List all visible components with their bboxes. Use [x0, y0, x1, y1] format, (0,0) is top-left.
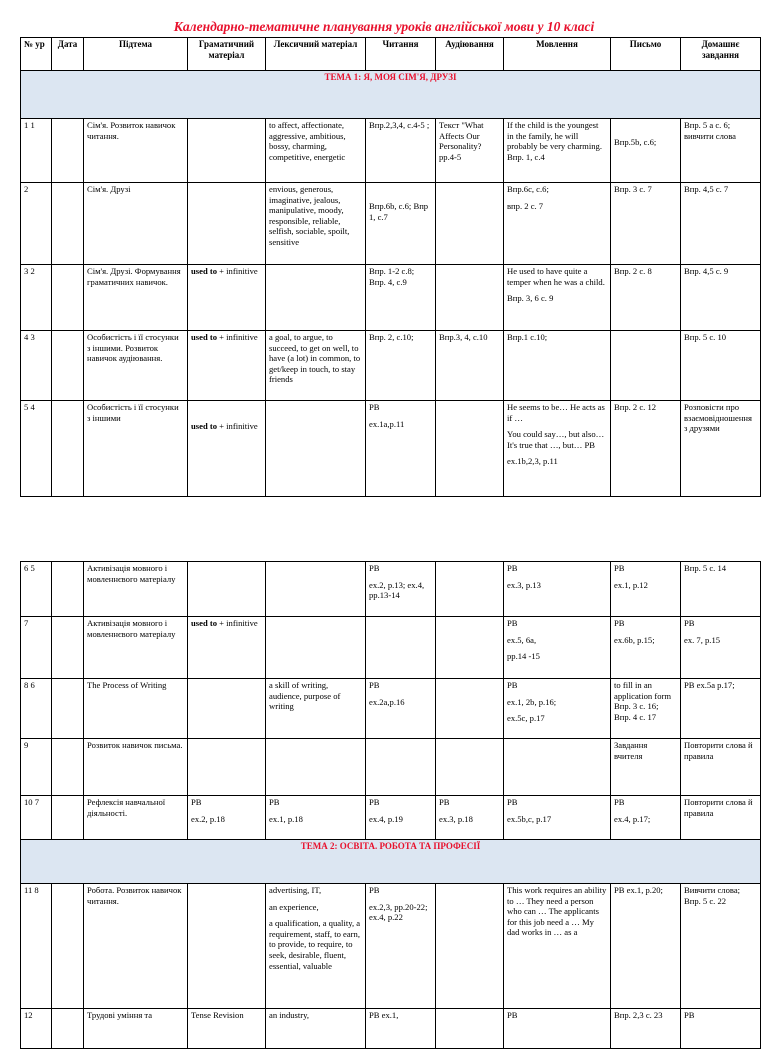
row-lexis: an industry, — [266, 1009, 366, 1049]
speaking-text: ex.5c, p.17 — [507, 713, 545, 724]
row-listening — [436, 183, 504, 265]
row-homework: Впр. 5 с. 14 — [681, 562, 761, 617]
row-grammar: Tense Revision — [188, 1009, 266, 1049]
row-reading: Впр. 1-2 с.8; Впр. 4, с.9 — [366, 265, 436, 331]
row-num: 2 — [21, 183, 52, 265]
row-num: 4 3 — [21, 331, 52, 401]
row-date — [52, 331, 84, 401]
plan-table-part-1 — [20, 37, 761, 497]
row-speaking: PB — [504, 1009, 611, 1049]
writing-text: PB — [614, 618, 625, 628]
listening-text: PB — [439, 797, 450, 807]
row-lexis: to affect, affectionate, aggressive, ambitious, bossy, charming, competitive, energetic — [266, 119, 366, 183]
row-lexis — [266, 739, 366, 796]
grammar-text: + infinitive — [217, 421, 258, 431]
row-subtopic: Особистість і її стосунки з іншими. Розвиток навичок аудіювання. — [84, 331, 188, 401]
table-row — [21, 331, 761, 401]
row-subtopic: Активізація мовного і мовленнєвого матеріалу — [84, 617, 188, 679]
row-grammar — [188, 265, 266, 331]
row-reading — [366, 617, 436, 679]
row-num: 3 2 — [21, 265, 52, 331]
table-row — [21, 884, 761, 1009]
row-lexis — [266, 796, 366, 840]
homework-text: PB — [684, 618, 695, 628]
row-num: 8 6 — [21, 679, 52, 739]
header-speaking: Мовлення — [504, 38, 611, 71]
lexis-text: a qualification, a quality, a requirement, staff, to earn, to provide, to require, to seek, desirable, fluent, essential, valuable — [269, 918, 361, 971]
grammar-text: + infinitive — [217, 266, 258, 276]
row-date — [52, 884, 84, 1009]
lexis-text: ex.1, p.18 — [269, 813, 303, 824]
table-row — [21, 1009, 761, 1049]
table-row — [21, 183, 761, 265]
row-date — [52, 1009, 84, 1049]
row-lexis — [266, 884, 366, 1009]
row-grammar — [188, 562, 266, 617]
header-listening: Аудіювання — [436, 38, 504, 71]
row-lexis: a goal, to argue, to succeed, to get on well, to have (a lot) in common, to get/keep in touch, to stay friends — [266, 331, 366, 401]
row-grammar — [188, 617, 266, 679]
row-date — [52, 119, 84, 183]
header-lexis: Лексичний матеріал — [266, 38, 366, 71]
speaking-text: ex.1, 2b, p.16; — [507, 696, 557, 707]
row-listening — [436, 401, 504, 497]
row-writing — [611, 331, 681, 401]
table-row — [21, 679, 761, 739]
grammar-text: + infinitive — [217, 618, 258, 628]
speaking-text: впр. 2 с. 7 — [507, 200, 544, 211]
row-listening — [436, 562, 504, 617]
reading-text: ex.2, p.13; ex.4, pp.13-14 — [369, 579, 425, 601]
speaking-text: pp.14 -15 — [507, 651, 540, 662]
row-lexis: a skill of writing, audience, purpose of writing — [266, 679, 366, 739]
header-writing: Письмо — [611, 38, 681, 71]
writing-text: ex.1, p.12 — [614, 579, 648, 590]
row-num: 11 8 — [21, 884, 52, 1009]
header-homework: Домашнє завдання — [681, 38, 761, 71]
row-grammar — [188, 331, 266, 401]
row-num: 5 4 — [21, 401, 52, 497]
writing-text: Впр.5b, с.6; — [614, 137, 657, 147]
row-writing: PB ex.1, p.20; — [611, 884, 681, 1009]
row-grammar — [188, 796, 266, 840]
header-subtopic: Підтема — [84, 38, 188, 71]
row-num: 10 7 — [21, 796, 52, 840]
reading-text: ex.4, p.19 — [369, 813, 403, 824]
topic-row-1 — [21, 71, 761, 119]
row-subtopic: Сім'я. Розвиток навичок читання. — [84, 119, 188, 183]
topic-2-title: ТЕМА 2: ОСВІТА. РОБОТА ТА ПРОФЕСІЇ — [21, 840, 761, 884]
grammar-text: + infinitive — [217, 332, 258, 342]
table-row — [21, 617, 761, 679]
reading-text: PB — [369, 885, 380, 895]
row-subtopic: Розвиток навичок письма. — [84, 739, 188, 796]
row-reading: PB ex.1, — [366, 1009, 436, 1049]
row-date — [52, 265, 84, 331]
row-subtopic: Рефлексія навчальної діяльності. — [84, 796, 188, 840]
reading-text: ex.2a,p.16 — [369, 696, 405, 707]
table-row — [21, 562, 761, 617]
speaking-text: ex.5, 6a, — [507, 634, 537, 645]
row-reading: Впр.2,3,4, с.4-5 ; — [366, 119, 436, 183]
row-num: 7 — [21, 617, 52, 679]
listening-text: ex.3, p.18 — [439, 813, 473, 824]
row-reading: Впр. 2, с.10; — [366, 331, 436, 401]
writing-text: ex.6b, p.15; — [614, 634, 655, 645]
row-homework: Впр. 4,5 с. 7 — [681, 183, 761, 265]
row-date — [52, 617, 84, 679]
writing-text: ex.4, p.17; — [614, 813, 651, 824]
row-date — [52, 401, 84, 497]
row-writing — [611, 796, 681, 840]
reading-text: ex.2,3, pp.20-22; ex.4, p.22 — [369, 901, 428, 923]
row-homework: Впр. 5 с. 10 — [681, 331, 761, 401]
row-speaking — [504, 679, 611, 739]
grammar-bold: used to — [191, 332, 218, 342]
row-lexis — [266, 401, 366, 497]
reading-text: PB — [369, 563, 380, 573]
speaking-text: PB — [507, 563, 518, 573]
row-listening — [436, 884, 504, 1009]
row-reading — [366, 796, 436, 840]
row-lexis — [266, 562, 366, 617]
table-row — [21, 401, 761, 497]
row-reading — [366, 183, 436, 265]
row-num: 1 1 — [21, 119, 52, 183]
speaking-text: Впр. 3, 6 с. 9 — [507, 293, 554, 304]
row-date — [52, 183, 84, 265]
row-homework: Повторити слова й правила — [681, 796, 761, 840]
row-subtopic: Активізація мовного і мовленнєвого матеріалу — [84, 562, 188, 617]
row-listening — [436, 679, 504, 739]
row-num: 6 5 — [21, 562, 52, 617]
row-listening — [436, 265, 504, 331]
row-num: 12 — [21, 1009, 52, 1049]
row-homework: Вивчити слова; Впр. 5 с. 22 — [681, 884, 761, 1009]
row-reading — [366, 739, 436, 796]
grammar-bold: used to — [191, 618, 218, 628]
header-row — [21, 38, 761, 71]
row-subtopic: Трудові уміння та — [84, 1009, 188, 1049]
row-speaking — [504, 739, 611, 796]
row-listening: Текст "What Affects Our Personality? pp.4-5 — [436, 119, 504, 183]
grammar-bold: used to — [191, 266, 218, 276]
topic-1-title: ТЕМА 1: Я, МОЯ СІМ'Я, ДРУЗІ — [21, 71, 761, 119]
lexis-text: PB — [269, 797, 280, 807]
reading-text: Впр.6b, с.6; Впр 1, с.7 — [369, 201, 429, 222]
row-speaking: If the child is the youngest in the family, he will probably be very charming. Впр. 1, с.4 — [504, 119, 611, 183]
row-writing — [611, 562, 681, 617]
writing-text: PB — [614, 563, 625, 573]
row-writing: Завдання вчителя — [611, 739, 681, 796]
row-date — [52, 796, 84, 840]
row-writing: Впр. 3 с. 7 — [611, 183, 681, 265]
row-speaking: Впр.1 с.10; — [504, 331, 611, 401]
document-title: Календарно-тематичне планування уроків англійської мови у 10 класі — [173, 19, 595, 34]
table-row — [21, 119, 761, 183]
row-homework: PB ex.5a p.17; — [681, 679, 761, 739]
row-reading — [366, 562, 436, 617]
row-listening — [436, 796, 504, 840]
topic-row-2 — [21, 840, 761, 884]
row-speaking — [504, 796, 611, 840]
row-date — [52, 562, 84, 617]
speaking-text: PB — [507, 797, 518, 807]
speaking-text: ex.5b,c, p.17 — [507, 813, 552, 824]
table-row — [21, 739, 761, 796]
row-speaking — [504, 617, 611, 679]
row-subtopic: Особистість і її стосунки з іншими — [84, 401, 188, 497]
row-homework: Повторити слова й правила — [681, 739, 761, 796]
reading-text: PB — [369, 402, 380, 412]
row-speaking — [504, 183, 611, 265]
row-subtopic: Робота. Розвиток навичок читання. — [84, 884, 188, 1009]
row-writing: to fill in an application form Впр. 3 с. 16; Впр. 4 с. 17 — [611, 679, 681, 739]
row-homework: Розповісти про взаємовідношення з друзями — [681, 401, 761, 497]
homework-text: ex. 7, p.15 — [684, 634, 721, 645]
grammar-text: PB — [191, 797, 202, 807]
row-listening — [436, 739, 504, 796]
row-subtopic: The Process of Writing — [84, 679, 188, 739]
writing-text: PB — [614, 797, 625, 807]
row-speaking — [504, 562, 611, 617]
grammar-text: ex.2, p.18 — [191, 813, 225, 824]
row-writing: Впр. 2,3 с. 23 — [611, 1009, 681, 1049]
row-listening — [436, 617, 504, 679]
header-date: Дата — [52, 38, 84, 71]
row-reading — [366, 401, 436, 497]
row-date — [52, 739, 84, 796]
row-homework: Впр. 4,5 с. 9 — [681, 265, 761, 331]
lexis-text: an experience, — [269, 901, 319, 912]
row-writing: Впр. 2 с. 8 — [611, 265, 681, 331]
header-num: № ур — [21, 38, 52, 71]
reading-text: PB — [369, 797, 380, 807]
row-subtopic: Сім'я. Друзі — [84, 183, 188, 265]
speaking-text: PB — [507, 618, 518, 628]
reading-text: PB — [369, 680, 380, 690]
row-lexis — [266, 265, 366, 331]
speaking-text: You could say…, but also… It's true that …, but… PB — [507, 429, 605, 450]
row-homework — [681, 617, 761, 679]
speaking-text: ex.3, p.13 — [507, 579, 541, 590]
row-listening: Впр.3, 4, с.10 — [436, 331, 504, 401]
row-writing — [611, 617, 681, 679]
row-grammar — [188, 183, 266, 265]
row-reading — [366, 884, 436, 1009]
lexis-text: advertising, IT, — [269, 885, 322, 895]
row-grammar — [188, 884, 266, 1009]
plan-table-part-2 — [20, 561, 761, 1049]
reading-text: ex.1a,p.11 — [369, 418, 405, 429]
row-grammar — [188, 401, 266, 497]
row-homework: Впр. 5 а с. 6; вивчити слова — [681, 119, 761, 183]
speaking-text: Впр.6c, с.6; — [507, 184, 549, 194]
row-writing — [611, 119, 681, 183]
row-date — [52, 679, 84, 739]
row-speaking — [504, 265, 611, 331]
row-writing: Впр. 2 с. 12 — [611, 401, 681, 497]
row-listening — [436, 1009, 504, 1049]
row-reading — [366, 679, 436, 739]
row-speaking: This work requires an ability to … They need a person who can … The applicants for this job need a … My dad works in … as a — [504, 884, 611, 1009]
row-grammar — [188, 679, 266, 739]
header-reading: Читання — [366, 38, 436, 71]
grammar-bold: used to — [191, 421, 218, 431]
table-row — [21, 796, 761, 840]
row-lexis — [266, 617, 366, 679]
row-homework: PB — [681, 1009, 761, 1049]
speaking-text: ex.1b,2,3, p.11 — [507, 456, 558, 467]
row-lexis: envious, generous, imaginative, jealous, manipulative, moody, responsible, reliable, selfish, sociable, spoilt, sensitive — [266, 183, 366, 265]
speaking-text: He seems to be… He acts as if … — [507, 402, 605, 423]
row-num: 9 — [21, 739, 52, 796]
row-grammar — [188, 119, 266, 183]
row-grammar — [188, 739, 266, 796]
speaking-text: PB — [507, 680, 518, 690]
row-subtopic: Сім'я. Друзі. Формування граматичних навичок. — [84, 265, 188, 331]
row-speaking — [504, 401, 611, 497]
speaking-text: He used to have quite a temper when he was a child. — [507, 266, 605, 287]
header-grammar: Граматичний матеріал — [188, 38, 266, 71]
table-row — [21, 265, 761, 331]
